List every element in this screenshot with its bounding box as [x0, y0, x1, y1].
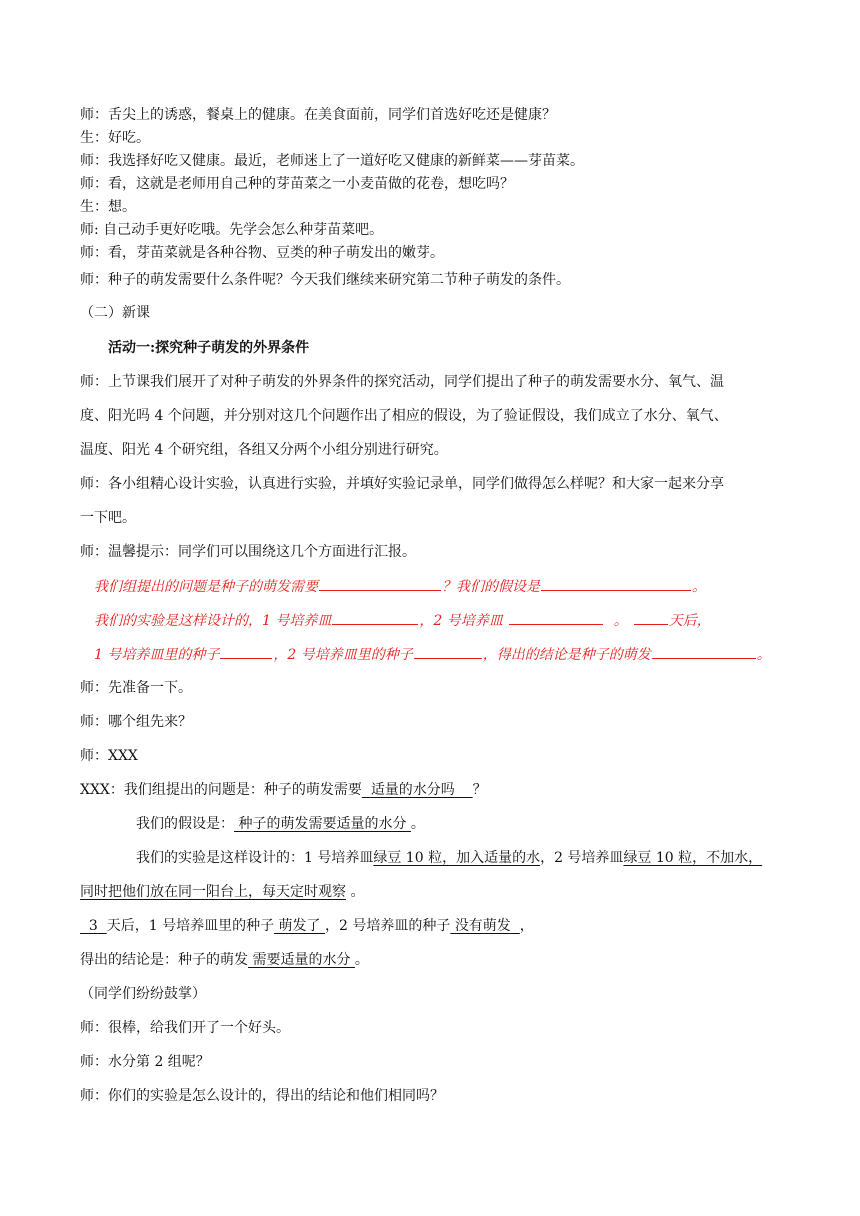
dialogue-line: 师：XXX	[80, 748, 138, 764]
dialogue-line: 师：先准备一下。	[80, 680, 192, 696]
fill-blank	[220, 644, 272, 659]
filled-answer: 同时把他们放在同一阳台上，每天定时观察	[80, 884, 346, 900]
dialogue-line: 师：哪个组先来？	[80, 714, 192, 730]
fill-blank	[652, 644, 756, 659]
template-text: 。	[692, 579, 706, 595]
answer-text: 需要适量的水分	[252, 952, 351, 968]
template-text: 。	[756, 647, 771, 663]
dialogue-line: 生：好吃。	[80, 130, 150, 146]
dialogue-line: 师：种子的萌发需要什么条件呢？今天我们继续来研究第二节种子萌发的条件。	[80, 272, 570, 288]
filled-answer	[248, 952, 355, 968]
filled-answer: 绿豆 10 粒，不加水，	[623, 850, 763, 866]
report-text: ，2 号培养皿	[540, 850, 624, 866]
fill-blank	[332, 610, 418, 625]
fill-blank	[414, 644, 482, 659]
dialogue-line: 师：舌尖上的诱惑，餐桌上的健康。在美食面前，同学们首选好吃还是健康？	[80, 107, 556, 123]
dialogue-line: 师：看，这就是老师用自己种的芽苗菜之一小麦苗做的花卷，想吃吗？	[80, 176, 514, 192]
answer-text: 3	[88, 918, 98, 934]
fill-blank	[541, 576, 691, 591]
dialogue-line: 师：水分第 2 组呢？	[80, 1054, 210, 1070]
dialogue-line: 师：你们的实验是怎么设计的，得出的结论和他们相同吗？	[80, 1088, 444, 1104]
template-text: 。	[613, 613, 628, 629]
report-template-line-3	[94, 644, 771, 665]
filled-answer: 绿豆 10 粒，加入适量的水	[373, 850, 541, 866]
section-heading: （二）新课	[80, 305, 150, 321]
template-text: ，2 号培养皿	[419, 613, 503, 629]
fill-blank	[509, 610, 603, 625]
report-design-line	[136, 848, 762, 868]
paragraph-line: 师：各小组精心设计实验，认真进行实验，并填好实验记录单，同学们做得怎么样呢？和大家一起来分享	[80, 476, 724, 492]
report-text: 。	[350, 884, 365, 900]
fill-blank	[319, 576, 441, 591]
report-conclusion-line	[80, 950, 369, 970]
paragraph-line: 师：温馨提示：同学们可以围绕这几个方面进行汇报。	[80, 544, 416, 560]
stage-note: （同学们纷纷鼓掌）	[80, 986, 206, 1002]
report-design-line-cont	[80, 882, 364, 902]
paragraph-line: 师：上节课我们展开了对种子萌发的外界条件的探究活动，同学们提出了种子的萌发需要水分、氧气、温	[80, 374, 724, 390]
paragraph-line: 温度、阳光 4 个研究组，各组又分两个小组分别进行研究。	[80, 442, 448, 458]
filled-answer	[274, 918, 325, 934]
report-template-line-2	[94, 610, 711, 631]
filled-answer	[234, 816, 411, 832]
report-text: 。	[410, 816, 425, 832]
report-template-line-1	[94, 576, 706, 597]
template-text: ，2 号培养皿里的种子	[273, 647, 413, 663]
template-text: 我们的实验是这样设计的，1 号培养皿	[94, 613, 332, 629]
dialogue-line: 师：我选择好吃又健康。最近，老师迷上了一道好吃又健康的新鲜菜——芽苗菜。	[80, 153, 584, 169]
paragraph-line: 度、阳光吗 4 个问题，并分别对这几个问题作出了相应的假设，为了验证假设，我们成立了水分、氧气、	[80, 408, 728, 424]
template-text: 我们组提出的问题是种子的萌发需要	[94, 579, 318, 595]
dialogue-line: 生：想。	[80, 199, 136, 215]
report-text: 。	[354, 952, 369, 968]
report-text: XXX：我们组提出的问题是：种子的萌发需要	[80, 782, 362, 798]
activity-heading: 活动一:探究种子萌发的外界条件	[108, 340, 310, 356]
filled-answer	[362, 782, 473, 798]
report-text: 得出的结论是：种子的萌发	[80, 952, 248, 968]
report-text: ？	[472, 782, 487, 798]
report-question-line	[80, 780, 487, 800]
filled-answer	[80, 918, 107, 934]
report-text: 天后，1 号培养皿里的种子	[106, 918, 275, 934]
report-text: ，2 号培养皿的种子	[325, 918, 451, 934]
dialogue-line: 师：看，芽苗菜就是各种谷物、豆类的种子萌发出的嫩芽。	[80, 245, 444, 261]
filled-answer	[450, 918, 519, 934]
template-text: 1 号培养皿里的种子	[94, 647, 220, 663]
report-hypothesis-line	[136, 814, 425, 834]
template-text: ，得出的结论是种子的萌发	[482, 647, 651, 663]
answer-text: 适量的水分吗	[370, 782, 455, 798]
dialogue-line: 师：很棒，给我们开了一个好头。	[80, 1020, 290, 1036]
answer-text: 种子的萌发需要适量的水分	[238, 816, 407, 832]
report-text: 我们的实验是这样设计的：1 号培养皿	[136, 850, 374, 866]
paragraph-line: 一下吧。	[80, 510, 136, 526]
report-text: ，	[519, 918, 534, 934]
answer-text: 没有萌发	[454, 918, 511, 934]
report-result-line	[80, 916, 534, 936]
template-text: ？我们的假设是	[442, 579, 540, 595]
fill-blank	[634, 610, 668, 625]
dialogue-line: 师: 自己动手更好吃哦。先学会怎么种芽苗菜吧。	[80, 222, 384, 238]
answer-text: 萌发了	[278, 918, 321, 934]
report-text: 我们的假设是：	[136, 816, 234, 832]
template-text: 天后，	[668, 613, 711, 629]
